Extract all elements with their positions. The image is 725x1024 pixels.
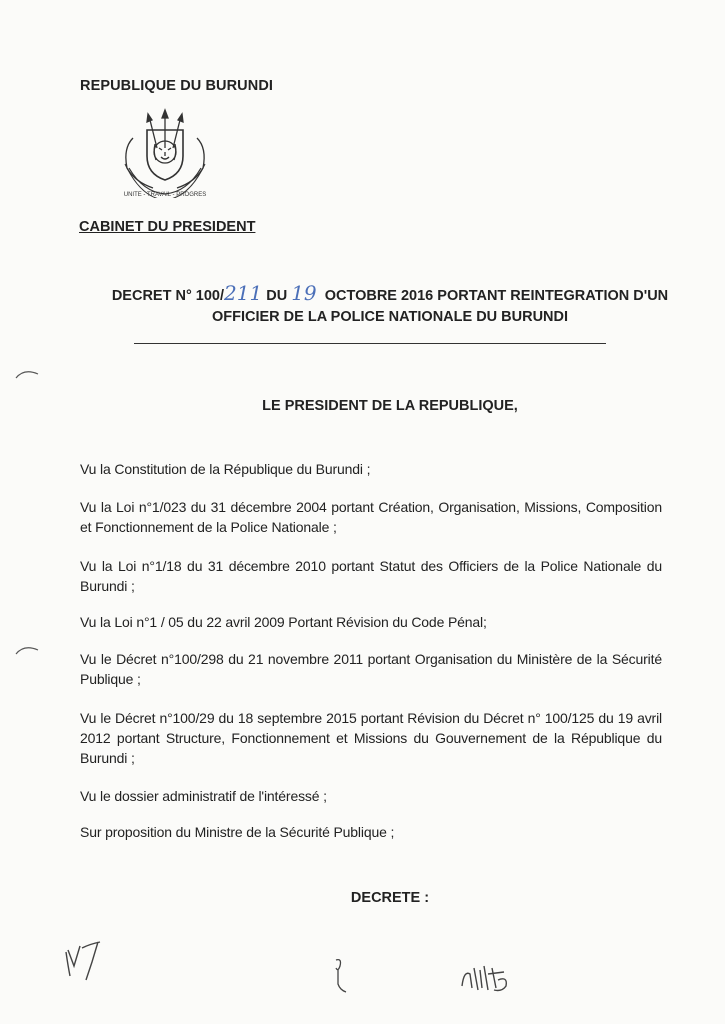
consideration-item: Vu la Constitution de la République du Burundi ;	[80, 461, 371, 477]
decree-title-line-1	[80, 283, 700, 307]
president-heading: LE PRESIDENT DE LA REPUBLIQUE,	[262, 398, 518, 414]
punch-hole-mark	[14, 642, 40, 656]
consideration-item: Vu le dossier administratif de l'intéressé ;	[80, 788, 327, 804]
country-name: REPUBLIQUE DU BURUNDI	[80, 78, 274, 94]
initials-signature	[60, 936, 110, 984]
decree-title	[80, 283, 700, 328]
consideration-item: Sur proposition du Ministre de la Sécurité Publique ;	[80, 824, 395, 840]
decrete-heading: DECRETE :	[350, 890, 430, 906]
cabinet-heading: CABINET DU PRESIDENT	[79, 219, 256, 235]
decree-title-rest: OCTOBRE 2016 PORTANT REINTEGRATION D'UN	[324, 288, 669, 304]
title-divider	[134, 343, 606, 344]
consideration-item: Vu le Décret n°100/29 du 18 septembre 2015 portant Révision du Décret n° 100/125 du 19 avril 2012 portant Structure, Fonctionnement et Missions du Gouvernement de la République du Burundi ;	[80, 710, 662, 766]
decree-du: DU	[266, 288, 288, 304]
consideration-item: Vu la Loi n°1 / 05 du 22 avril 2009 Portant Révision du Code Pénal;	[80, 614, 487, 630]
consideration-item: Vu la Loi n°1/18 du 31 décembre 2010 portant Statut des Officiers de la Police Nationale du Burundi ;	[80, 558, 662, 594]
punch-hole-mark	[14, 366, 40, 380]
handwritten-decree-number: 211	[224, 281, 263, 305]
consideration-item: Vu la Loi n°1/023 du 31 décembre 2004 portant Création, Organisation, Missions, Composition et Fonctionnement de la Police Nationale ;	[80, 499, 662, 535]
decree-prefix: DECRET N° 100/	[111, 288, 224, 304]
emblem-motto: UNITE - TRAVAIL - PROGRES	[123, 192, 207, 198]
coat-of-arms-emblem	[113, 108, 217, 198]
decree-title-line-2: OFFICIER DE LA POLICE NATIONALE DU BURUNDI	[211, 309, 569, 325]
consideration-item: Vu le Décret n°100/298 du 21 novembre 2011 portant Organisation du Ministère de la Sécurité Publique ;	[80, 651, 662, 687]
initials-signature	[328, 956, 350, 996]
handwritten-day: 19	[291, 281, 317, 305]
initials-signature	[458, 960, 518, 994]
